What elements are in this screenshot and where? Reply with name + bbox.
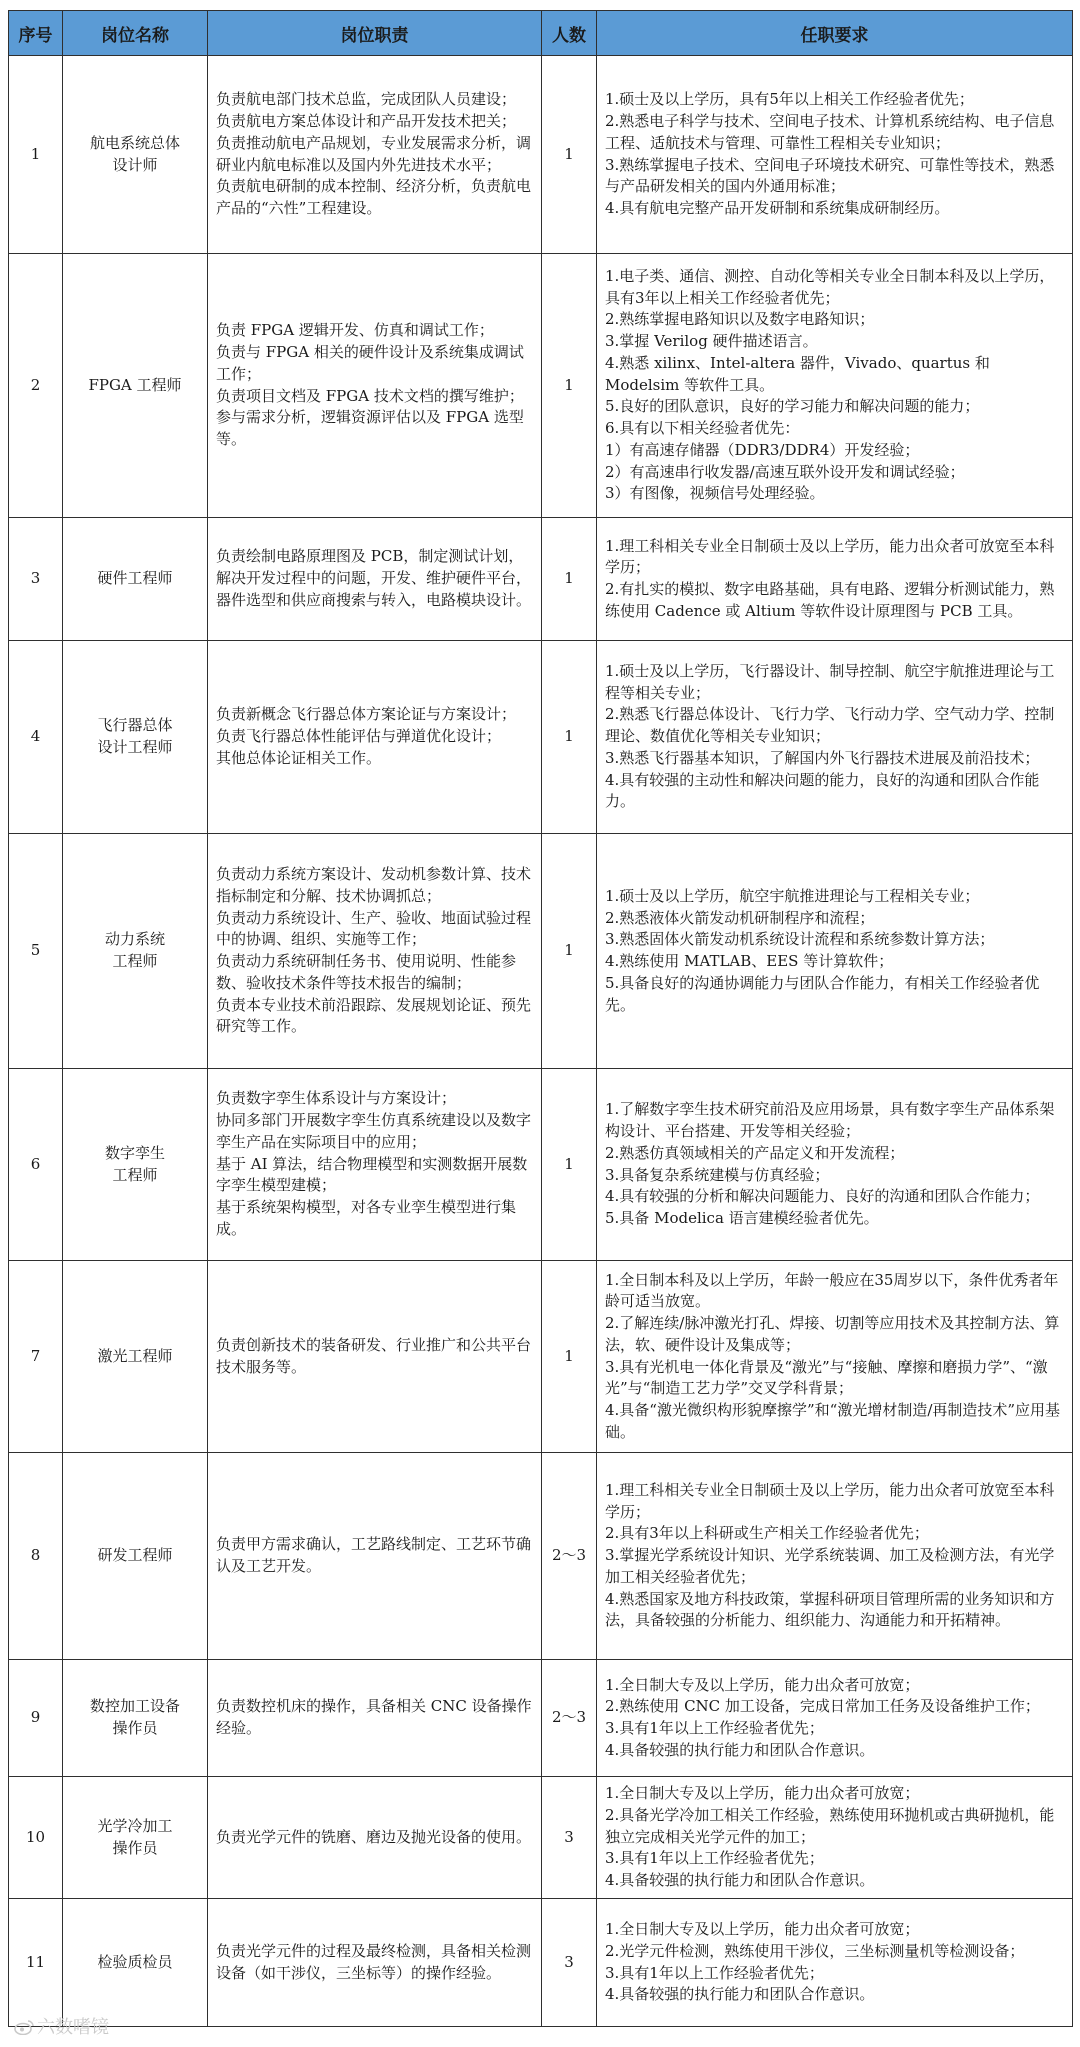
position-requirements: 1.硕士及以上学历，航空宇航推进理论与工程相关专业； 2.熟悉液体火箭发动机研制程序和流程； 3.熟悉固体火箭发动机系统设计流程和系统参数计算方法； 4.熟练使用 MATLAB、EES 等计算软件； 5.具备良好的沟通协调能力与团队合作能力，有相关工作经验者优先。 [597, 834, 1073, 1069]
position-duties: 负责光学元件的过程及最终检测，具备相关检测设备（如干涉仪，三坐标等）的操作经验。 [208, 1899, 542, 2027]
table-row [9, 1777, 1073, 1899]
position-name: FPGA 工程师 [63, 254, 208, 518]
position-requirements: 1.理工科相关专业全日制硕士及以上学历，能力出众者可放宽至本科学历； 2.具有3年以上科研或生产相关工作经验者优先； 3.掌握光学系统设计知识、光学系统装调、加工及检测方法，有光学加工相关经验者优先； 4.熟悉国家及地方科技政策，掌握科研项目管理所需的业务知识和方法，具备较强的分析能力、组织能力、沟通能力和开拓精神。 [597, 1453, 1073, 1660]
table-header-row [9, 11, 1073, 56]
row-number: 11 [9, 1899, 63, 2027]
table-row [9, 1899, 1073, 2027]
row-number: 3 [9, 518, 63, 641]
row-number: 4 [9, 641, 63, 834]
position-duties: 负责数控机床的操作，具备相关 CNC 设备操作经验。 [208, 1660, 542, 1777]
headcount: 2～3 [542, 1660, 597, 1777]
table-row [9, 1069, 1073, 1261]
position-requirements: 1.了解数字孪生技术研究前沿及应用场景，具有数字孪生产品体系架构设计、平台搭建、开发等相关经验； 2.熟悉仿真领域相关的产品定义和开发流程； 3.具备复杂系统建模与仿真经验； 4.具有较强的分析和解决问题能力、良好的沟通和团队合作能力； 5.具备 Modelica 语言建模经验者优先。 [597, 1069, 1073, 1261]
position-requirements: 1.电子类、通信、测控、自动化等相关专业全日制本科及以上学历，具有3年以上相关工作经验者优先； 2.熟练掌握电路知识以及数字电路知识； 3.掌握 Verilog 硬件描述语言。 4.熟悉 xilinx、Intel-altera 器件，Vivado、quartus 和 Modelsim 等软件工具。 5.良好的团队意识，良好的学习能力和解决问题的能力； 6.具有以下相关经验者优先： 1）有高速存储器（DDR3/DDR4）开发经验； 2）有高速串行收发器/高速互联外设开发和调试经验； 3）有图像，视频信号处理经验。 [597, 254, 1073, 518]
header-position: 岗位名称 [63, 11, 208, 56]
row-number: 5 [9, 834, 63, 1069]
position-duties: 负责 FPGA 逻辑开发、仿真和调试工作； 负责与 FPGA 相关的硬件设计及系统集成调试工作； 负责项目文档及 FPGA 技术文档的撰写维护； 参与需求分析，逻辑资源评估以及 FPGA 选型等。 [208, 254, 542, 518]
row-number: 2 [9, 254, 63, 518]
position-requirements: 1.理工科相关专业全日制硕士及以上学历，能力出众者可放宽至本科学历； 2.有扎实的模拟、数字电路基础，具有电路、逻辑分析测试能力，熟练使用 Cadence 或 Altium 等软件设计原理图与 PCB 工具。 [597, 518, 1073, 641]
headcount: 1 [542, 254, 597, 518]
watermark [14, 2013, 109, 2039]
position-requirements: 1.全日制大专及以上学历，能力出众者可放宽； 2.具备光学冷加工相关工作经验，熟练使用环抛机或古典研抛机，能独立完成相关光学元件的加工； 3.具有1年以上工作经验者优先； 4.具备较强的执行能力和团队合作意识。 [597, 1777, 1073, 1899]
position-duties: 负责动力系统方案设计、发动机参数计算、技术指标制定和分解、技术协调抓总； 负责动力系统设计、生产、验收、地面试验过程中的协调、组织、实施等工作； 负责动力系统研制任务书、使用说明、性能参数、验收技术条件等技术报告的编制； 负责本专业技术前沿跟踪、发展规划论证、预先研究等工作。 [208, 834, 542, 1069]
headcount: 1 [542, 518, 597, 641]
position-name: 飞行器总体 设计工程师 [63, 641, 208, 834]
headcount: 2～3 [542, 1453, 597, 1660]
position-duties: 负责甲方需求确认，工艺路线制定、工艺环节确认及工艺开发。 [208, 1453, 542, 1660]
table-row [9, 1660, 1073, 1777]
position-name: 数字孪生 工程师 [63, 1069, 208, 1261]
row-number: 6 [9, 1069, 63, 1261]
row-number: 9 [9, 1660, 63, 1777]
position-name: 航电系统总体 设计师 [63, 56, 208, 254]
header-count: 人数 [542, 11, 597, 56]
weibo-logo-icon [14, 2019, 34, 2035]
headcount: 1 [542, 1069, 597, 1261]
position-requirements: 1.全日制大专及以上学历，能力出众者可放宽； 2.熟练使用 CNC 加工设备，完成日常加工任务及设备维护工作； 3.具有1年以上工作经验者优先； 4.具备较强的执行能力和团队合作意识。 [597, 1660, 1073, 1777]
position-name: 动力系统 工程师 [63, 834, 208, 1069]
position-requirements: 1.硕士及以上学历，飞行器设计、制导控制、航空宇航推进理论与工程等相关专业； 2.熟悉飞行器总体设计、飞行力学、飞行动力学、空气动力学、控制理论、数值优化等相关专业知识； 3.熟悉飞行器基本知识，了解国内外飞行器技术进展及前沿技术； 4.具有较强的主动性和解决问题的能力，良好的沟通和团队合作能力。 [597, 641, 1073, 834]
position-duties: 负责创新技术的装备研发、行业推广和公共平台技术服务等。 [208, 1261, 542, 1453]
position-requirements: 1.硕士及以上学历，具有5年以上相关工作经验者优先； 2.熟悉电子科学与技术、空间电子技术、计算机系统结构、电子信息工程、适航技术与管理、可靠性工程相关专业知识； 3.熟练掌握电子技术、空间电子环境技术研究、可靠性等技术，熟悉与产品研发相关的国内外通用标准； 4.具有航电完整产品开发研制和系统集成研制经历。 [597, 56, 1073, 254]
position-name: 研发工程师 [63, 1453, 208, 1660]
position-requirements: 1.全日制本科及以上学历，年龄一般应在35周岁以下，条件优秀者年龄可适当放宽。 2.了解连续/脉冲激光打孔、焊接、切割等应用技术及其控制方法、算法，软、硬件设计及集成等； 3.具有光机电一体化背景及“激光”与“接触、摩擦和磨损力学”、“激光”与“制造工艺力学”交叉学科背景； 4.具备“激光微织构形貌摩擦学”和“激光增材制造/再制造技术”应用基础。 [597, 1261, 1073, 1453]
headcount: 1 [542, 641, 597, 834]
row-number: 7 [9, 1261, 63, 1453]
position-name: 光学冷加工 操作员 [63, 1777, 208, 1899]
header-requirements: 任职要求 [597, 11, 1073, 56]
row-number: 10 [9, 1777, 63, 1899]
headcount: 3 [542, 1899, 597, 2027]
position-duties: 负责光学元件的铣磨、磨边及抛光设备的使用。 [208, 1777, 542, 1899]
position-duties: 负责新概念飞行器总体方案论证与方案设计； 负责飞行器总体性能评估与弹道优化设计； 其他总体论证相关工作。 [208, 641, 542, 834]
position-duties: 负责绘制电路原理图及 PCB，制定测试计划，解决开发过程中的问题，开发、维护硬件平台，器件选型和供应商搜索与转入，电路模块设计。 [208, 518, 542, 641]
table-row [9, 254, 1073, 518]
headcount: 3 [542, 1777, 597, 1899]
row-number: 1 [9, 56, 63, 254]
headcount: 1 [542, 1261, 597, 1453]
position-name: 检验质检员 [63, 1899, 208, 2027]
job-table [8, 10, 1073, 2027]
row-number: 8 [9, 1453, 63, 1660]
position-name: 硬件工程师 [63, 518, 208, 641]
table-row [9, 1453, 1073, 1660]
table-row [9, 518, 1073, 641]
header-no: 序号 [9, 11, 63, 56]
header-duties: 岗位职责 [208, 11, 542, 56]
position-duties: 负责数字孪生体系设计与方案设计； 协同多部门开展数字孪生仿真系统建设以及数字孪生产品在实际项目中的应用； 基于 AI 算法，结合物理模型和实测数据开展数字孪生模型建模； 基于系统架构模型，对各专业孪生模型进行集成。 [208, 1069, 542, 1261]
table-row [9, 834, 1073, 1069]
headcount: 1 [542, 56, 597, 254]
table-row [9, 1261, 1073, 1453]
table-row [9, 641, 1073, 834]
position-duties: 负责航电部门技术总监，完成团队人员建设； 负责航电方案总体设计和产品开发技术把关； 负责推动航电产品规划，专业发展需求分析，调研业内航电标准以及国内外先进技术水平； 负责航电研制的成本控制、经济分析，负责航电产品的“六性”工程建设。 [208, 56, 542, 254]
position-requirements: 1.全日制大专及以上学历，能力出众者可放宽； 2.光学元件检测，熟练使用干涉仪，三坐标测量机等检测设备； 3.具有1年以上工作经验者优先； 4.具备较强的执行能力和团队合作意识。 [597, 1899, 1073, 2027]
table-row [9, 56, 1073, 254]
headcount: 1 [542, 834, 597, 1069]
watermark-text: 六数嗜镜 [37, 2017, 109, 2038]
position-name: 激光工程师 [63, 1261, 208, 1453]
position-name: 数控加工设备 操作员 [63, 1660, 208, 1777]
